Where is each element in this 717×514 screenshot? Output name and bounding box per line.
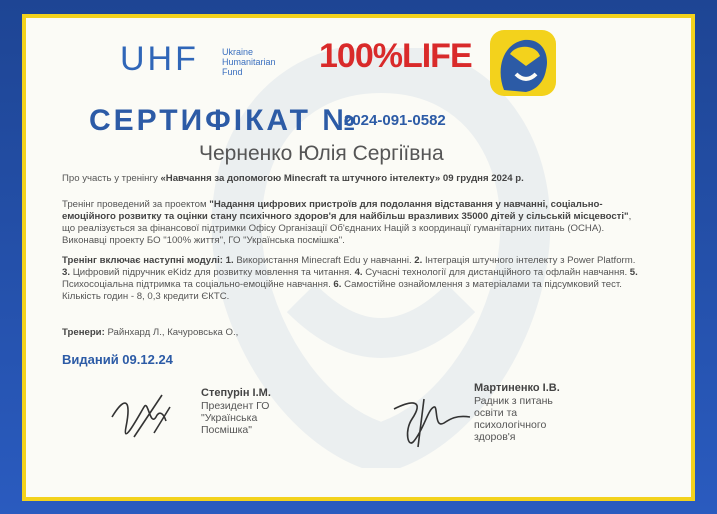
uhf-sub-line: Fund [222, 67, 243, 77]
signatory-role: Радник з питань [474, 395, 553, 407]
trainers-label: Тренери: [62, 327, 105, 338]
signatory-role: Посмішка" [201, 424, 253, 436]
certificate-title: СЕРТИФІКАТ № [89, 104, 359, 137]
life-logo: 100%LIFE [319, 37, 472, 75]
hours-text: Кількість годин - 8, 0,3 кредити ЄКТС. [62, 291, 230, 302]
module-text: Сучасні технології для дистанційного та офлайн навчання. [365, 267, 628, 278]
signatory-role: психологічного [474, 419, 547, 431]
signatory-name: Мартиненко І.В. [474, 382, 560, 394]
signatory-role: освіти та [474, 407, 518, 419]
project-rest: , що реалізується за фінансової підтримки Офісу Організації Об'єднаних Націй з координації гуманітарних питань (OCHA). Виконавці проекту БО "100% життя", ГО "Українська посмішка". [62, 211, 632, 246]
signatory-role: Президент ГО [201, 400, 270, 412]
participation-prefix: Про участь у тренінгу [62, 173, 158, 184]
project-intro: Тренінг проведений за проектом [62, 199, 207, 210]
trainers-names: Райнхард Л., Качуровська О., [107, 327, 239, 338]
certificate-number: 2024-091-0582 [344, 112, 446, 129]
module-text: Цифровий підручник eKidz для розвитку мовлення та читання. [72, 267, 352, 278]
signatory-2 [474, 382, 560, 443]
signatory-role: "Українська [201, 412, 258, 424]
signature-martynenko-icon [384, 389, 479, 459]
project-name: "Надання цифрових пристроїв для подолання відставання у навчанні, соціально- емоційного розвитку та оцінки стану психічного здоров'я для найбільш вразливих 35000 дітей у сільській місцевості" [62, 199, 629, 222]
project-paragraph [62, 199, 632, 247]
smile-emblem-icon [490, 30, 556, 96]
module-number: 5. [629, 267, 638, 278]
trainers-line [62, 327, 238, 339]
training-title: «Навчання за допомогою Minecraft та штучного інтелекту» [160, 173, 441, 184]
recipient-name: Черненко Юлія Сергіївна [199, 142, 444, 165]
module-number: 3. [62, 267, 71, 278]
signatory-role: здоров'я [474, 431, 516, 443]
module-number: 4. [354, 267, 363, 278]
signature-stepurin-icon [104, 387, 184, 457]
uhf-sub-line: Ukraine [222, 47, 254, 57]
module-text: Психосоціальна підтримка та соціально-емоційне навчання. [62, 279, 331, 290]
module-number: 2. [414, 255, 423, 266]
certificate-sheet [22, 14, 695, 501]
module-number: 6. [333, 279, 342, 290]
signatory-1 [201, 387, 271, 436]
module-text: Самостійне ознайомлення з матеріалами та підсумковий тест. [344, 279, 622, 290]
module-text: Використання Minecraft Edu у навчанні. [236, 255, 412, 266]
module-text: Інтеграція штучного інтелекту з Power Platform. [424, 255, 636, 266]
uhf-logo-subtitle [222, 47, 276, 77]
modules-label: Тренінг включає наступні модулі: [62, 255, 223, 266]
participation-line [62, 173, 524, 185]
signatory-name: Степурін І.М. [201, 387, 271, 399]
uhf-logo: UHF [120, 40, 199, 78]
uhf-sub-line: Humanitarian [222, 57, 276, 67]
modules-paragraph [62, 255, 642, 303]
module-number: 1. [225, 255, 234, 266]
issued-date: Виданий 09.12.24 [62, 352, 173, 367]
training-date: 09 грудня 2024 р. [442, 173, 524, 184]
